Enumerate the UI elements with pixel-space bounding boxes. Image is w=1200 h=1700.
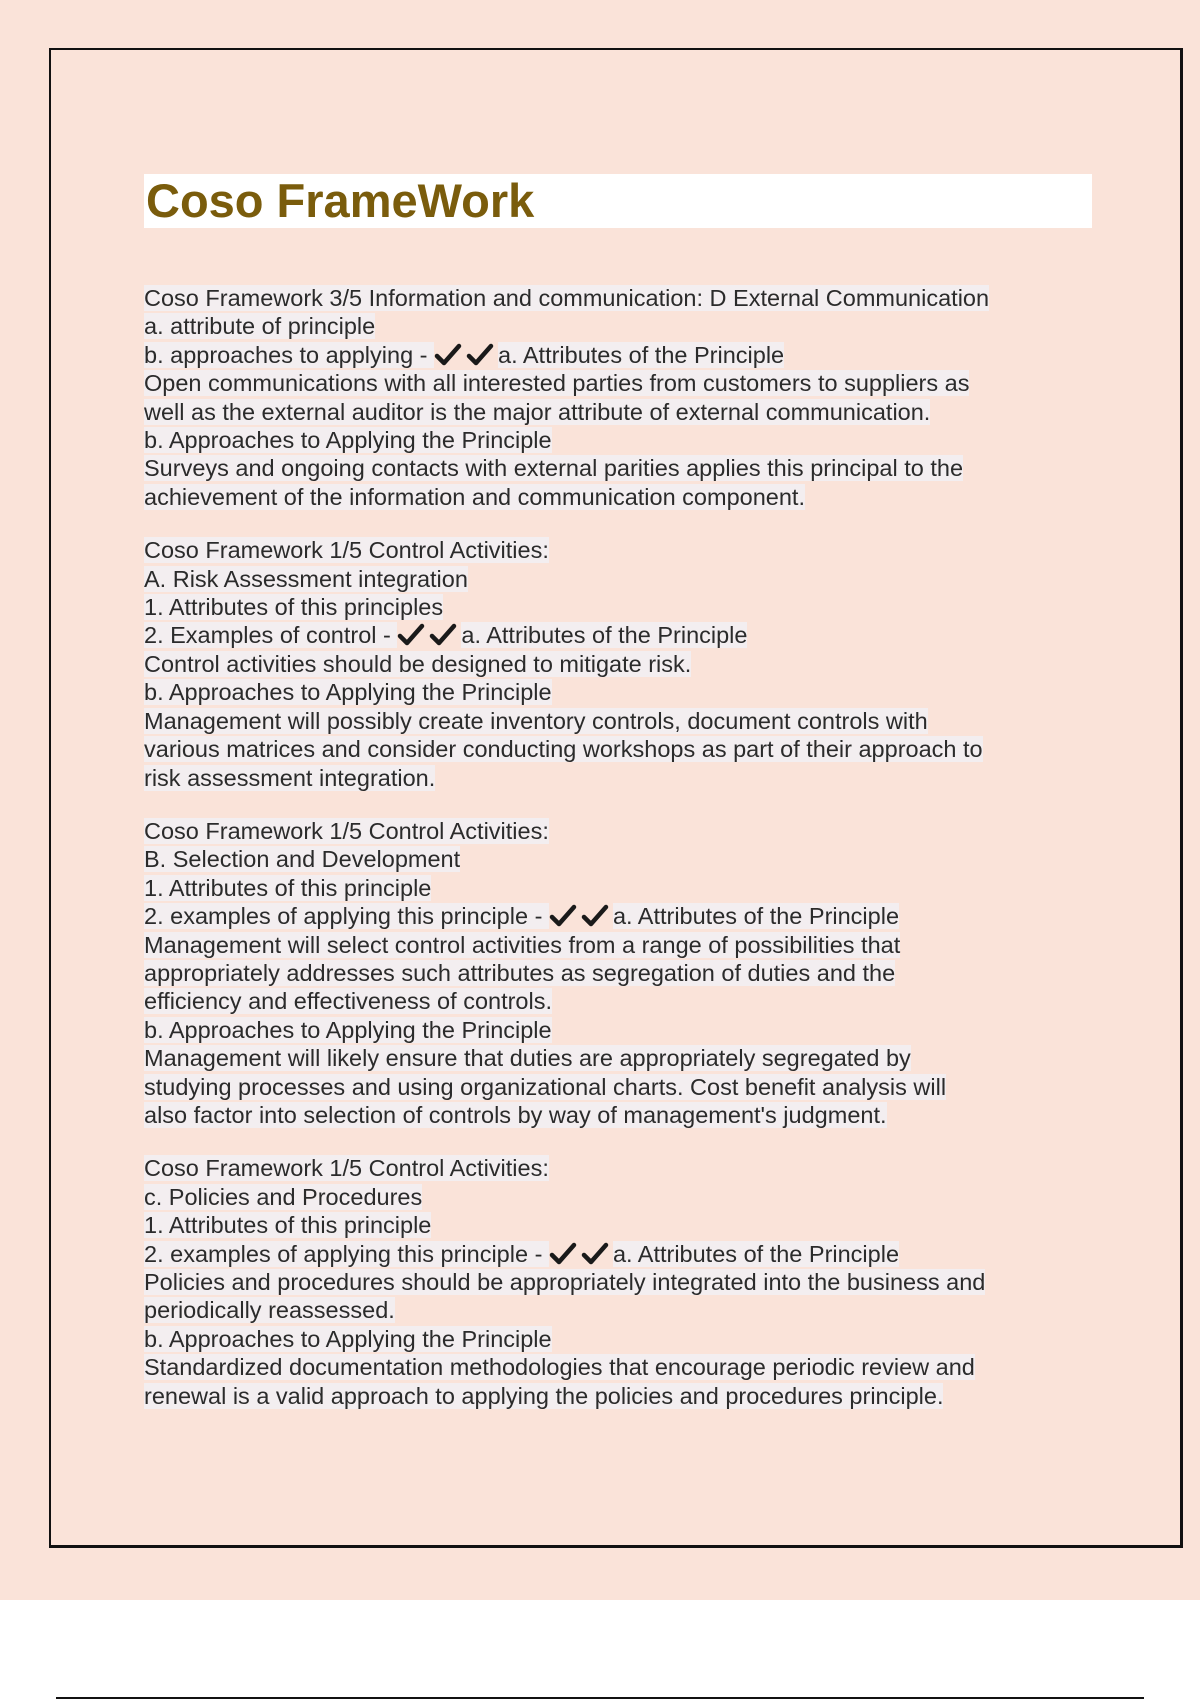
line-text: 1. Attributes of this principle [144, 1212, 432, 1239]
section-block [144, 817, 1044, 1129]
text-line [144, 707, 1044, 735]
line-text: a. Attributes of the Principle [612, 1240, 900, 1267]
text-line [144, 398, 1044, 426]
check-icon [549, 904, 579, 928]
text-line [144, 1325, 1044, 1353]
section-block [144, 536, 1044, 792]
text-line [144, 1211, 1044, 1239]
text-line [144, 341, 1044, 369]
text-line [144, 1296, 1044, 1324]
line-text: renewal is a valid approach to applying the policies and procedures principle. [144, 1382, 944, 1409]
text-line [144, 565, 1044, 593]
check-icon [434, 343, 464, 367]
line-text: Policies and procedures should be appropriately integrated into the business and [144, 1269, 986, 1295]
line-text: Coso Framework 3/5 Information and communication: D External Communication [144, 285, 990, 311]
text-line [144, 845, 1044, 873]
line-text: Control activities should be designed to mitigate risk. [144, 650, 692, 677]
line-text: 1. Attributes of this principles [144, 594, 444, 621]
check-icon [581, 904, 611, 928]
check-icon [466, 343, 496, 367]
page-title: Coso FrameWork [146, 174, 535, 227]
text-line [144, 874, 1044, 902]
text-line [144, 902, 1044, 930]
line-text: achievement of the information and communication component. [144, 483, 805, 510]
line-text: risk assessment integration. [144, 764, 436, 791]
text-line [144, 735, 1044, 763]
line-text: Management will likely ensure that duties are appropriately segregated by [144, 1045, 911, 1072]
text-line [144, 593, 1044, 621]
line-text: well as the external auditor is the major attribute of external communication. [144, 398, 931, 425]
text-line [144, 764, 1044, 792]
text-line [144, 312, 1044, 340]
document-body [144, 284, 1044, 1435]
check-icon [549, 1242, 579, 1266]
text-line [144, 369, 1044, 397]
line-text: a. Attributes of the Principle [461, 622, 748, 649]
line-text: c. Policies and Procedures [144, 1183, 423, 1210]
line-text: B. Selection and Development [144, 846, 461, 873]
line-text: 2. examples of applying this principle - [144, 903, 549, 930]
check-icon [397, 623, 427, 647]
line-text: appropriately addresses such attributes as segregation of duties and the [144, 959, 896, 986]
footer-divider [56, 1697, 1144, 1699]
text-line [144, 454, 1044, 482]
text-line [144, 931, 1044, 959]
check-icon [429, 623, 459, 647]
text-line [144, 621, 1044, 649]
line-text: a. Attributes of the Principle [498, 341, 785, 368]
line-text: efficiency and effectiveness of controls. [144, 988, 553, 1015]
text-line [144, 1154, 1044, 1182]
line-text: Management will possibly create inventory controls, document controls with [144, 707, 928, 734]
line-text: a. attribute of principle [144, 313, 376, 340]
line-text: Coso Framework 1/5 Control Activities: [144, 537, 549, 564]
line-text: a. Attributes of the Principle [612, 903, 900, 930]
text-line [144, 817, 1044, 845]
text-line [144, 1240, 1044, 1268]
text-line [144, 1382, 1044, 1410]
text-line [144, 1016, 1044, 1044]
text-line [144, 284, 1044, 312]
line-text: 2. Examples of control - [144, 622, 398, 649]
line-text: b. approaches to applying - [144, 341, 435, 368]
line-text: b. Approaches to Applying the Principle [144, 1016, 552, 1043]
section-block [144, 1154, 1044, 1410]
line-text: b. Approaches to Applying the Principle [144, 1325, 552, 1352]
line-text: b. Approaches to Applying the Principle [144, 427, 552, 454]
line-text: studying processes and using organizational charts. Cost benefit analysis will [144, 1073, 947, 1100]
line-text: Standardized documentation methodologies that encourage periodic review and [144, 1354, 975, 1381]
text-line [144, 987, 1044, 1015]
line-text: also factor into selection of controls by way of management's judgment. [144, 1101, 887, 1128]
line-text: Coso Framework 1/5 Control Activities: [144, 1155, 549, 1182]
line-text: b. Approaches to Applying the Principle [144, 679, 552, 706]
text-line [144, 1268, 1044, 1296]
text-line [144, 650, 1044, 678]
line-text: A. Risk Assessment integration [144, 565, 468, 592]
text-line [144, 426, 1044, 454]
line-text: Surveys and ongoing contacts with external parities applies this principal to the [144, 455, 964, 482]
text-line [144, 959, 1044, 987]
line-text: 2. examples of applying this principle - [144, 1240, 549, 1267]
section-block [144, 284, 1044, 511]
text-line [144, 1101, 1044, 1129]
line-text: Open communications with all interested parties from customers to suppliers as [144, 370, 970, 397]
check-icon [581, 1242, 611, 1266]
text-line [144, 1183, 1044, 1211]
text-line [144, 678, 1044, 706]
text-line [144, 1044, 1044, 1072]
text-line [144, 1353, 1044, 1381]
line-text: Coso Framework 1/5 Control Activities: [144, 817, 549, 844]
text-line [144, 483, 1044, 511]
text-line [144, 536, 1044, 564]
line-text: Management will select control activities from a range of possibilities that [144, 931, 901, 958]
line-text: 1. Attributes of this principle [144, 874, 432, 901]
line-text: periodically reassessed. [144, 1297, 395, 1324]
text-line [144, 1073, 1044, 1101]
line-text: various matrices and consider conducting workshops as part of their approach to [144, 736, 983, 763]
